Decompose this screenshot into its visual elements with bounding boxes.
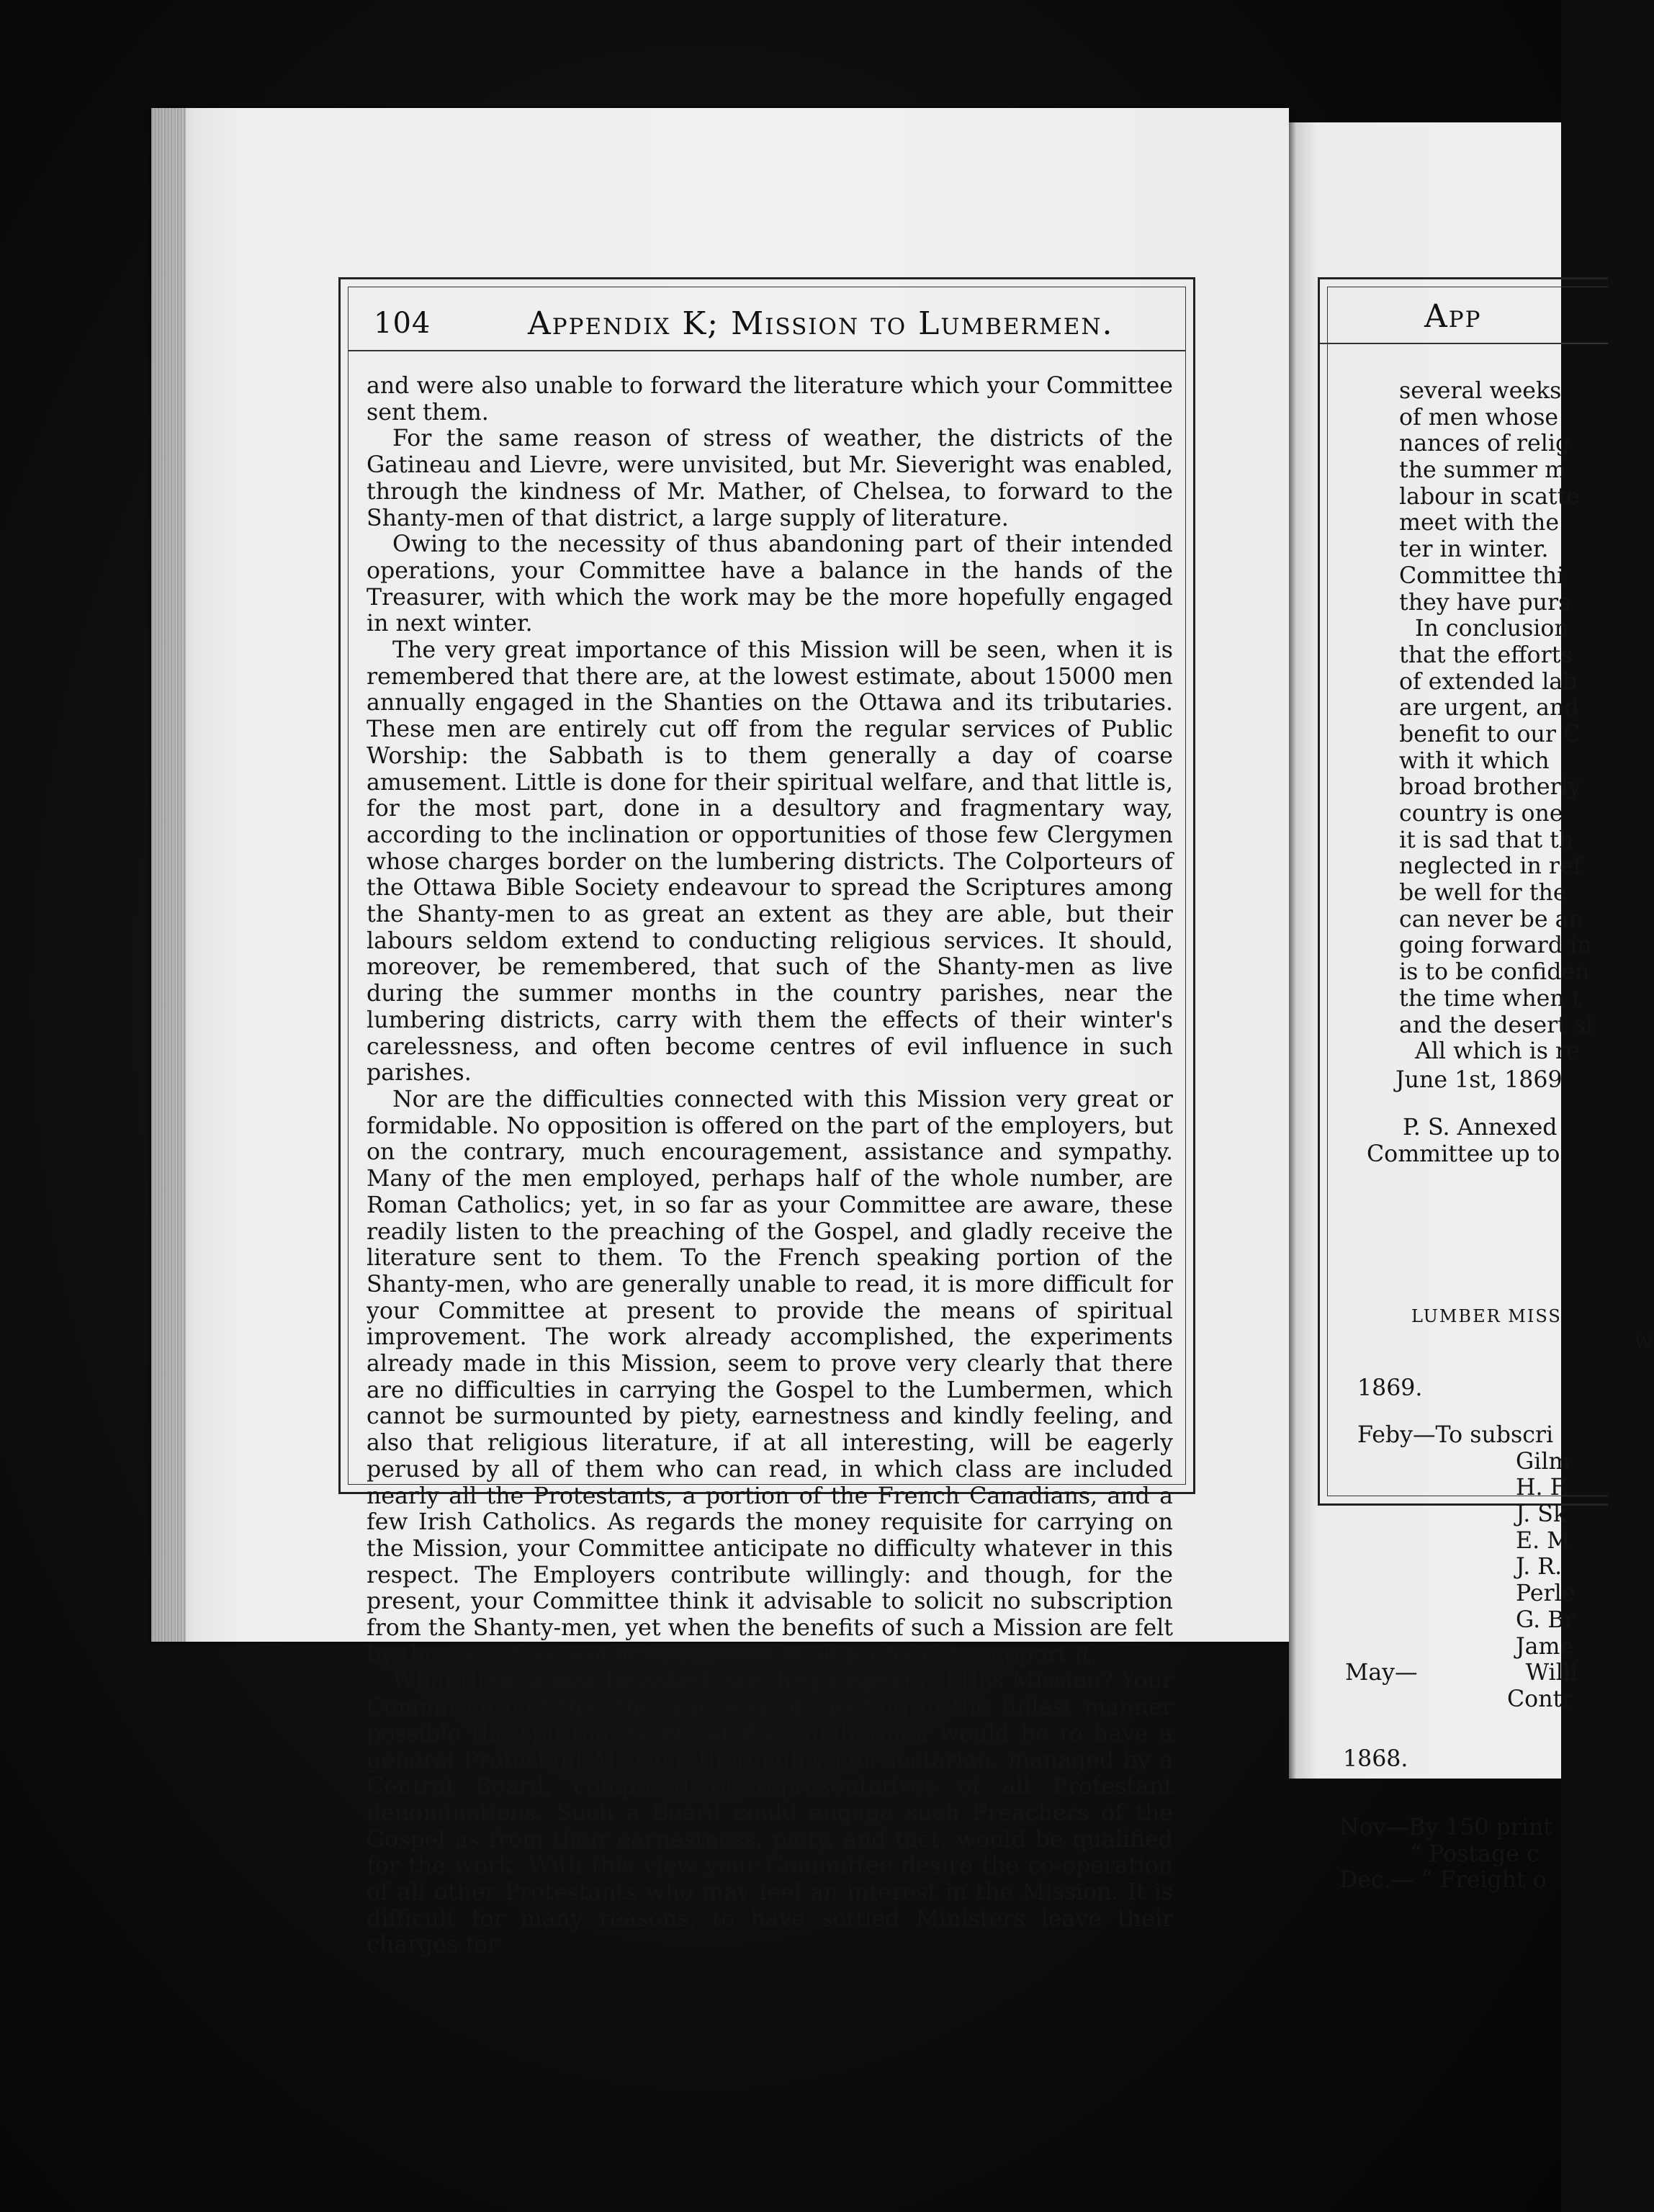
account-entry [1345,1660,1578,1686]
right-text-line: several weeks [1399,378,1562,404]
right-text-line: and the desert sl [1399,1012,1594,1038]
body-text [367,373,1173,1959]
account-entry: J. R. [1516,1554,1563,1581]
right-text-line: can never be an [1399,906,1583,932]
right-text-line: going forward in [1399,932,1592,959]
right-text-line: is to be confiden [1399,959,1590,986]
account-entry: Jame [1516,1633,1574,1660]
account-feb-entries [1357,1422,1576,1660]
paragraph: The very great importance of this Mission will be seen, when it is remembered that there are, at the lowest estimate, about 15000 men annually engaged in the Shanties on the Ottawa and its tributaries. These men are entirely cut off from the regular services of Public Worship: the Sabbath is to them generally a day of coarse amusement. Little is done for their spiritual welfare, and that little is, for the most part, done in a desultory and fragmentary way, according to the inclination or opportunities of those few Clergymen whose charges border on the lumbering districts. The Colporteurs of the Ottawa Bible Society endeavour to spread the Scriptures among the Shanty-men to as great an extent as they are able, but their labours seldom extend to conducting religious services. It should, moreover, be remembered, that such of the Shanty-men as live during the summer months in the country parishes, near the lumbering districts, carry with them the effects of their winter's carelessness, and often become centres of evil influence in such parishes. [367,637,1173,1087]
right-text-line: Committee thi [1399,562,1565,589]
right-text-line: benefit to our C [1399,721,1581,747]
right-text-line: broad brotherly [1399,774,1581,801]
text-frame [338,277,1195,1959]
right-text-line: it is sad that th [1399,827,1574,853]
running-head: Appendix K; Mission to Lumbermen. [528,305,1114,342]
right-text-line: In conclusion [1415,616,1569,642]
right-text-line: nances of relig [1399,431,1570,457]
account-year-1868: 1868. [1343,1746,1408,1772]
account-title-line: LUMBER MISS [1411,1306,1562,1326]
account-entry: Nov—By 150 print [1339,1815,1553,1840]
paragraph: Owing to the necessity of thus abandoning part of their intended operations, your Committee have a balance in the hands of the Treasurer, with which the work may be the more hopefully engaged in next winter. [367,531,1173,637]
right-text-line: the summer m [1399,457,1567,484]
right-text-line: ter in winter. [1399,536,1549,563]
right-postscript [1367,1115,1560,1167]
right-text-line: are urgent, and [1399,695,1579,721]
paragraph: and were also unable to forward the literature which your Committee sent them. [367,373,1173,426]
right-text-line: that the efforts [1399,642,1573,668]
right-running-head: App [1424,298,1482,335]
right-text-line: be well for the [1399,880,1567,907]
account-year-1869: 1869. [1357,1375,1423,1401]
account-entry: “ Postage c [1410,1840,1540,1867]
right-text-line: neglected in ref [1399,853,1582,880]
paragraph: What then, it may be asked, are the prospects of this Mission? Your Committee feel that the true way of meeting in the fullest manner possible the spiritual wants of the Lumbermen would be to have a general Protestant Mission, thoroughly non-sectarian, managed by a Central Board, composed of representatives of all Protestant denominations. Such a Board could engage such Preachers of the Gospel as from their earnestness, piety, and tact, would be qualified for the work. With this view your Committee desire the co-operation of all other Protestants who may feel an interest in the Mission. It is difficult for many reasons, to have settled Ministers leave their charges for [367,1668,1173,1959]
right-text-line: All which is re [1415,1038,1580,1065]
account-month: May— [1345,1660,1418,1686]
paragraph: Nor are the difficulties connected with this Mission very great or formidable. No opposition is offered on the part of the employers, but on the contrary, much encouragement, assistance and sympathy. Many of the men employed, perhaps half of the whole number, are Roman Catholics; yet, in so far as your Committee are aware, these readily listen to the preaching of the Gospel, and gladly receive the literature sent to them. To the French speaking portion of the Shanty-men, who are generally unable to read, it is more difficult for your Committee at present to provide the means of spiritual improvement. The work already accomplished, the experiments already made in this Mission, seem to prove very clearly that there are no difficulties in carrying the Gospel to the Lumbermen, which cannot be surmounted by piety, earnestness and kindly feeling, and also that religious literature, if at all interesting, will be eagerly perused by all of them who can read, in which class are included nearly all the Protestants, a portion of the French Canadians, and a few Irish Catholics. As regards the money requisite for carrying on the Mission, your Committee anticipate no difficulty whatever in this respect. The Employers contribute willingly: and though, for the present, your Committee think it advisable to solicit no subscription from the Shanty-men, yet when the benefits of such a Mission are felt by the men, they would themselves in all probability support it. [367,1086,1173,1668]
account-entry: J. Sk [1516,1501,1568,1528]
right-text-line: with it which [1399,747,1550,774]
account-entry: H. F. [1516,1475,1570,1501]
right-text-line: the time when t [1399,985,1581,1012]
postscript-line: Committee up to [1367,1141,1560,1167]
account-entry: Feby—To subscri [1357,1422,1554,1448]
account-entry-text: Willi [1525,1660,1578,1686]
page-number: 104 [374,307,431,340]
right-page-header [1320,279,1608,344]
right-text-line: of extended lab [1399,668,1578,695]
account-may-entries [1345,1660,1578,1712]
account-title [1411,1303,1654,1356]
right-text-line: meet with the [1399,510,1560,536]
page-edge-stack [151,108,186,1642]
paragraph: For the same reason of stress of weather, the districts of the Gatineau and Lievre, were unvisited, but Mr. Sieveright was enabled, through the kindness of Mr. Mather, of Chelsea, to forward to the Shanty-men of that district, a large supply of literature. [367,426,1173,531]
account-title-line: W [1635,1332,1654,1353]
right-text-line: they have purs [1399,589,1570,616]
account-entry: Contr [1507,1686,1573,1712]
right-body-text [1399,378,1593,1065]
right-page [1289,122,1654,1779]
account-entry: Gilm [1516,1448,1570,1475]
right-text-line: of men whose [1399,404,1559,431]
right-date-line: June 1st, 1869 [1395,1067,1563,1093]
right-text-line: country is one [1399,801,1563,827]
page-header [348,287,1186,351]
right-text-line: labour in scatte [1399,483,1581,510]
account-entry: Dec.— “ Freight o [1339,1867,1547,1894]
account-entry: E. M [1516,1527,1570,1554]
account-nov-entries [1339,1815,1561,1894]
account-entry: G. Br [1516,1606,1576,1633]
postscript-line: P. S. Annexed [1403,1115,1558,1141]
account-entry: Perle [1516,1581,1576,1607]
